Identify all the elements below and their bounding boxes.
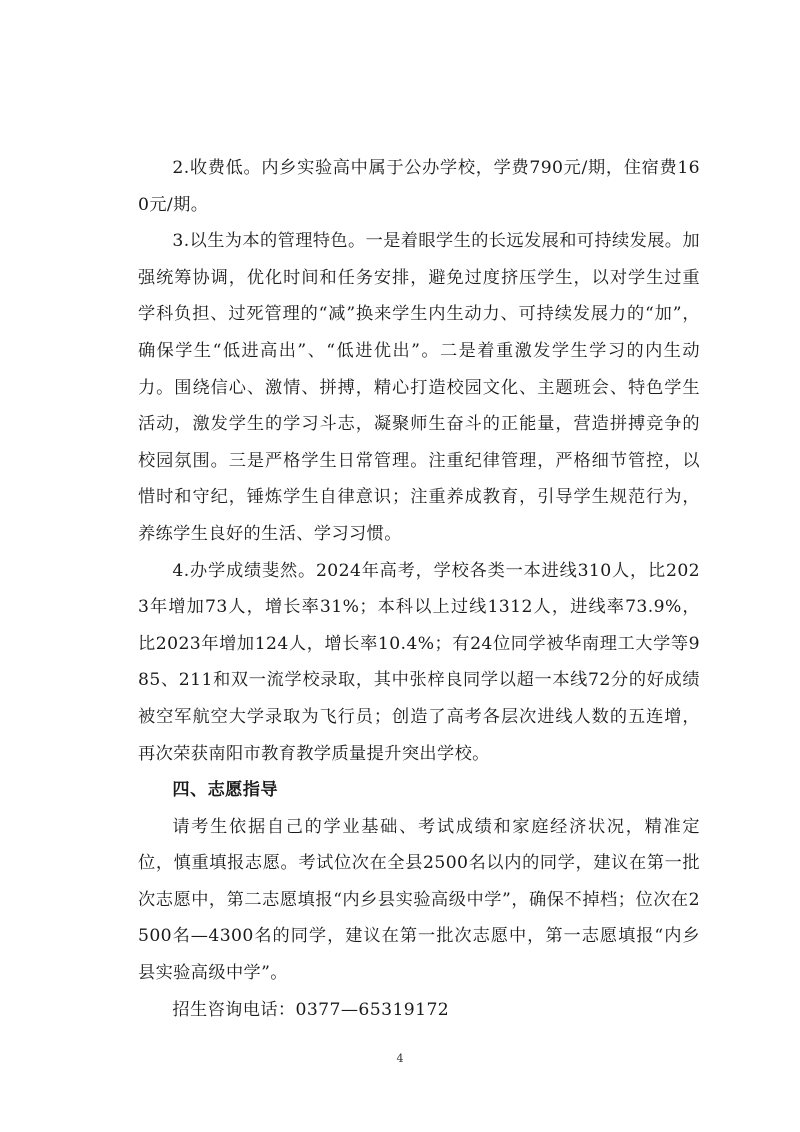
paragraph-contact-phone: 招生咨询电话：0377—65319172 [172, 999, 450, 1020]
section-heading-guidance: 四、志愿指导 [172, 780, 278, 801]
document-body [138, 150, 700, 1028]
paragraph-management: 3.以生为本的管理特色。一是着眼学生的长远发展和可持续发展。加强统筹协调，优化时间和任务安排，避免过度挤压学生，以对学生过重学科负担、过死管理的“减”换来学生内生动力、可持续发展力的“加”，确保学生“低进高出”、“低进优出”。二是着重激发学生学习的内生动力。围绕信心、激情、拼搏，精心打造校园文化、主题班会、特色学生活动，激发学生的学习斗志，凝聚师生奋斗的正能量，营造拼搏竞争的校园氛围。三是严格学生日常管理。注重纪律管理，严格细节管控，以惜时和守纪，锤炼学生自律意识；注重养成教育，引导学生规范行为，养练学生良好的生活、学习习惯。 [138, 231, 700, 544]
paragraph-guidance: 请考生依据自己的学业基础、考试成绩和家庭经济状况，精准定位，慎重填报志愿。考试位次在全县2500名以内的同学，建议在第一批次志愿中，第二志愿填报“内乡县实验高级中学”，确保不掉档；位次在2500名—4300名的同学，建议在第一批次志愿中，第一志愿填报“内乡县实验高级中学”。 [138, 816, 700, 984]
paragraph-achievements: 4.办学成绩斐然。2024年高考，学校各类一本进线310人，比2023年增加73人，增长率31%；本科以上过线1312人，进线率73.9%，比2023年增加124人，增长率10.4%；有24位同学被华南理工大学等985、211和双一流学校录取，其中张梓良同学以超一本线72分的好成绩被空军航空大学录取为飞行员；创造了高考各层次进线人数的五连增，再次荣获南阳市教育教学质量提升突出学校。 [138, 560, 700, 764]
paragraph-fees: 2.收费低。内乡实验高中属于公办学校，学费790元/期，住宿费160元/期。 [138, 158, 700, 215]
page-number: 4 [396, 1052, 404, 1065]
